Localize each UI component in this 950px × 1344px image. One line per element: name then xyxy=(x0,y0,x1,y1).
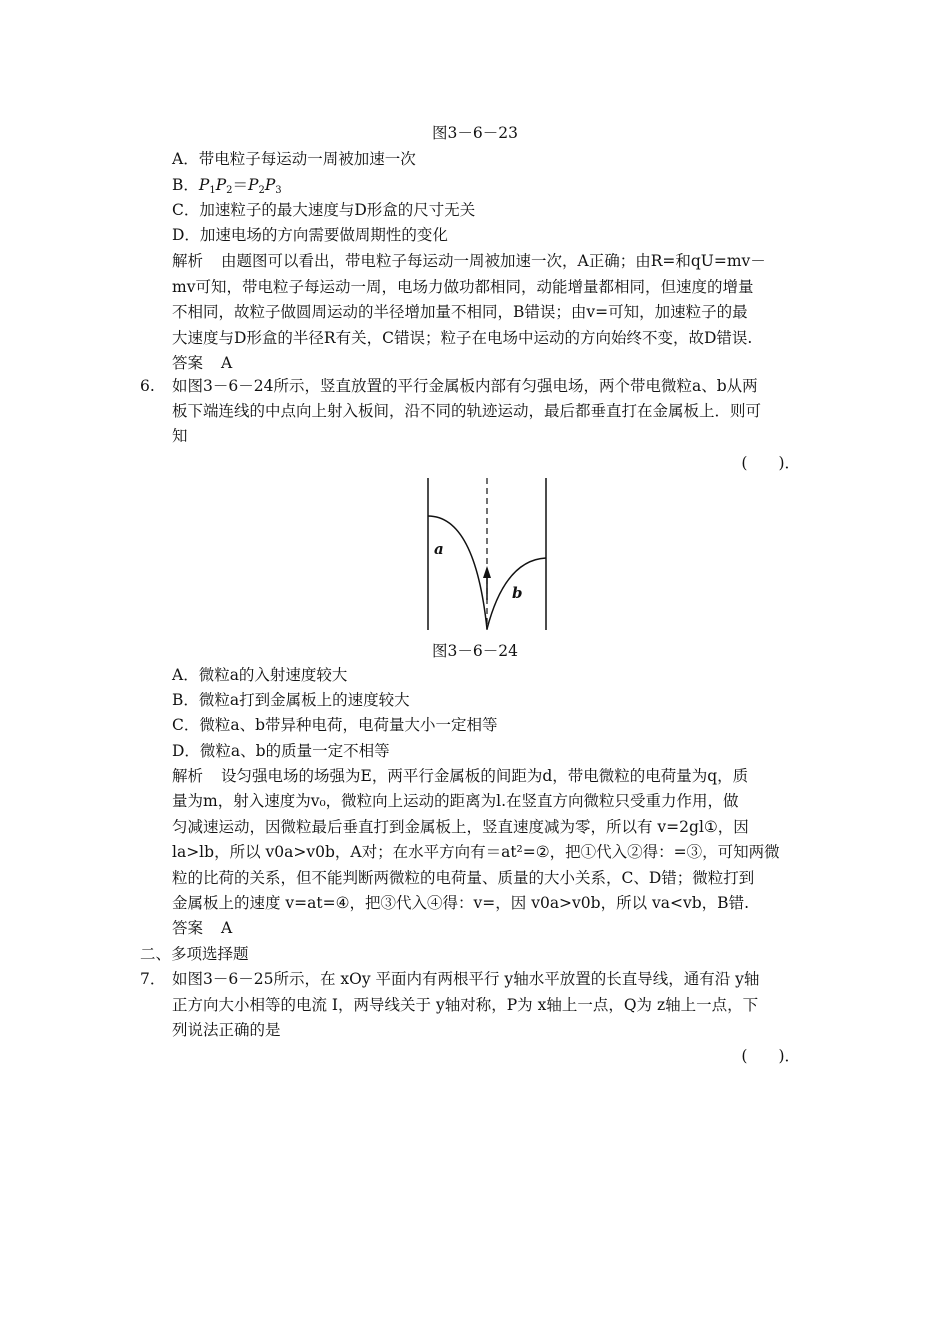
q6-answer-value: A xyxy=(221,919,233,937)
q5-analysis-line-1: 解析 由题图可以看出，带电粒子每运动一周被加速一次，A正确；由R=和qU=mv－ xyxy=(172,252,766,270)
q6-analysis-line-6: 金属板上的速度 v=at=④，把③代入④得：v=，因 v0a>v0b，所以 va<vb，B错. xyxy=(172,894,749,912)
q6-option-d: D．微粒a、b的质量一定不相等 xyxy=(172,742,390,760)
q6-answer-paren: ( )． xyxy=(741,454,800,472)
q6-option-c: C．微粒a、b带异种电荷，电荷量大小一定相等 xyxy=(172,716,498,734)
q6-number: 6. xyxy=(140,377,155,395)
q6-analysis-line-2: 量为m，射入速度为v₀，微粒向上运动的距离为l.在竖直方向微粒只受重力作用，做 xyxy=(172,792,739,810)
q5-answer-value: A xyxy=(221,354,233,372)
label-a: a xyxy=(434,540,444,558)
figure-caption-3-6-23: 图3－6－23 xyxy=(432,124,518,142)
q5-option-b-letter: B． xyxy=(172,176,199,194)
q5-option-a: A．带电粒子每运动一周被加速一次 xyxy=(172,150,416,168)
velocity-arrow-head xyxy=(483,566,491,578)
q6-stem-line-3: 知 xyxy=(172,427,188,445)
q5-analysis-line-4: 大速度与D形盒的半径R有关，C错误；粒子在电场中运动的方向始终不变，故D错误. xyxy=(172,329,753,347)
q5-analysis-line-3: 不相同，故粒子做圆周运动的半径增加量不相同，B错误；由v=可知，加速粒子的最 xyxy=(172,303,748,321)
q7-number: 7． xyxy=(140,970,166,988)
q6-analysis-line-1: 解析 设匀强电场的场强为E，两平行金属板的间距为d，带电微粒的电荷量为q，质 xyxy=(172,767,749,785)
q7-stem-line-2: 正方向大小相等的电流 I，两导线关于 y轴对称，P为 x轴上一点，Q为 z轴上一点，下 xyxy=(172,996,759,1014)
q6-analysis-line-5: 粒的比荷的关系，但不能判断两微粒的电荷量、质量的大小关系，C、D错；微粒打到 xyxy=(172,869,755,887)
q5-option-d: D．加速电场的方向需要做周期性的变化 xyxy=(172,226,448,244)
q6-stem-line-2: 板下端连线的中点向上射入板间，沿不同的轨迹运动，最后都垂直打在金属板上．则可 xyxy=(172,402,762,420)
q7-answer-paren: ( )． xyxy=(741,1047,800,1065)
q5-option-c: C．加速粒子的最大速度与D形盒的尺寸无关 xyxy=(172,201,476,219)
q6-option-a: A．微粒a的入射速度较大 xyxy=(172,666,348,684)
q6-analysis-line-4: la>lb，所以 v0a>v0b，A对；在水平方向有＝at²=②，把①代入②得：=③，可知两微 xyxy=(172,843,780,861)
q6-analysis-label: 解析 xyxy=(172,767,204,785)
label-b: b xyxy=(512,584,523,602)
q7-stem-line-3: 列说法正确的是 xyxy=(172,1021,281,1039)
q5-analysis-line-2: mv可知，带电粒子每运动一周，电场力做功都相同，动能增量都相同，但速度的增量 xyxy=(172,278,754,296)
q6-answer xyxy=(172,917,232,939)
q7-stem-line-1: 如图3－6－25所示，在 xOy 平面内有两根平行 y轴水平放置的长直导线，通有沿 y轴 xyxy=(172,970,760,988)
q6-answer-label: 答案 xyxy=(172,919,204,937)
q6-analysis-line-3: 匀减速运动，因微粒最后垂直打到金属板上，竖直速度减为零，所以有 v=2gl①，因 xyxy=(172,818,749,836)
q6-stem-line-1: 如图3－6－24所示，竖直放置的平行金属板内部有匀强电场，两个带电微粒a、b从两 xyxy=(172,377,758,395)
trajectory-a xyxy=(428,516,487,629)
q5-option-b: B．$P_1P_2=P_2P_3$ xyxy=(172,176,282,196)
section-heading: 二、多项选择题 xyxy=(140,945,249,963)
q6-option-b: B．微粒a打到金属板上的速度较大 xyxy=(172,691,410,709)
q5-answer-label: 答案 xyxy=(172,354,204,372)
figure-caption-3-6-24: 图3－6－24 xyxy=(432,642,518,660)
q5-analysis-label: 解析 xyxy=(172,252,204,270)
